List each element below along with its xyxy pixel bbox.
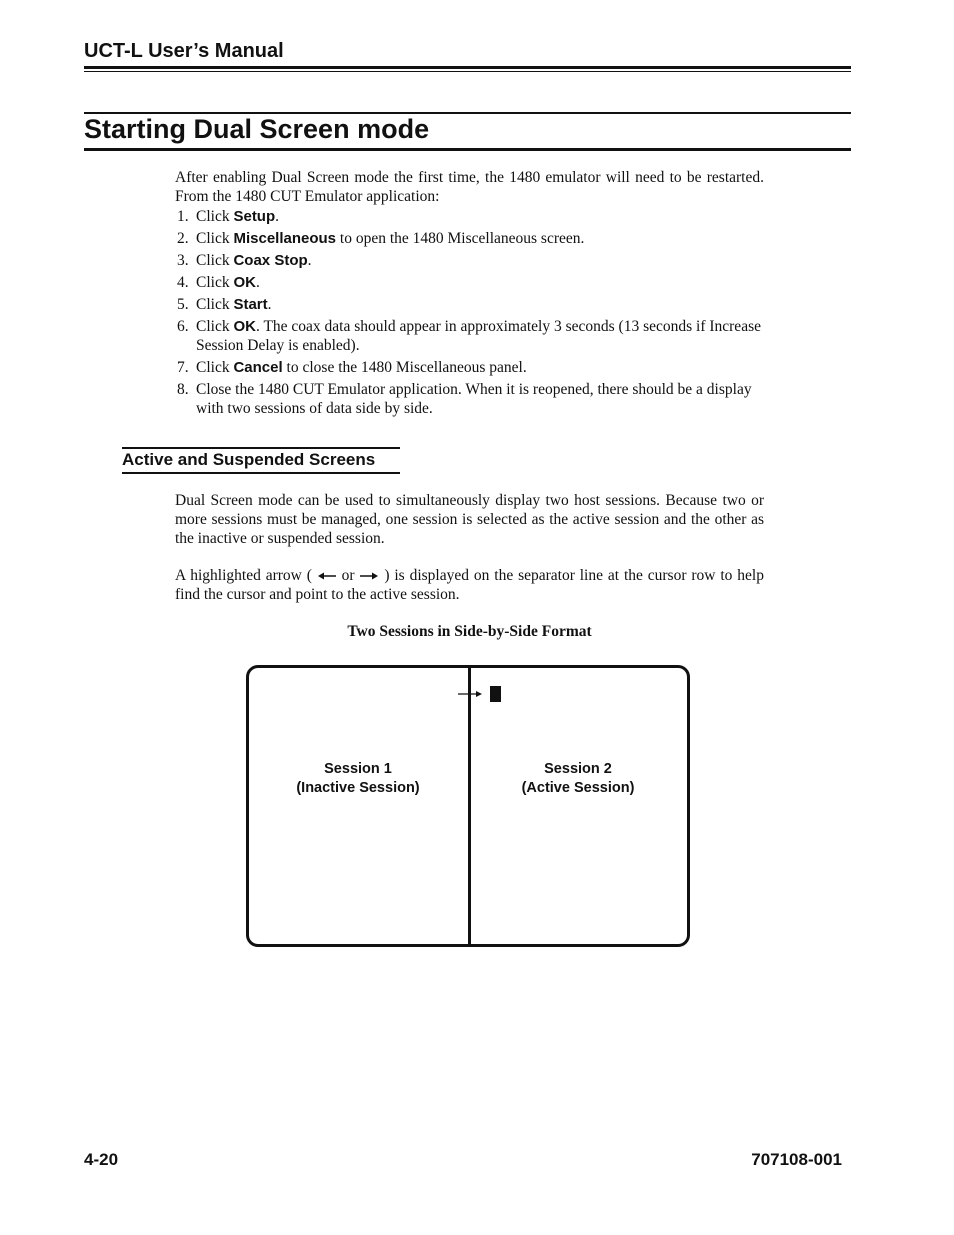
header-rule-bottom xyxy=(84,71,851,72)
figure-caption: Two Sessions in Side-by-Side Format xyxy=(347,623,592,640)
left-arrow-icon xyxy=(317,571,337,581)
cursor-block xyxy=(490,686,501,702)
step-item: 4. Click OK. xyxy=(177,274,260,291)
session-2-label: Session 2 (Active Session) xyxy=(521,761,635,796)
manual-title: UCT-L User’s Manual xyxy=(84,40,284,62)
subsection-rule-top xyxy=(122,447,400,449)
section-title: Starting Dual Screen mode xyxy=(84,114,430,144)
subsection-rule-bottom xyxy=(122,472,400,474)
header-rule-top xyxy=(84,66,851,69)
step-item: 8. Close the 1480 CUT Emulator application. When it is reopened, there should be a display with two sessions of data side by side. xyxy=(177,381,752,417)
cursor-row-arrow-icon xyxy=(457,688,483,700)
step-item: 5. Click Start. xyxy=(177,296,272,313)
step-item: 2. Click Miscellaneous to open the 1480 Miscellaneous screen. xyxy=(177,230,585,247)
intro-paragraph: After enabling Dual Screen mode the first time, the 1480 emulator will need to be restarted. From the 1480 CUT Emulator application: xyxy=(175,169,764,205)
step-item: 6. Click OK. The coax data should appear in approximately 3 seconds (13 seconds if Increase Session Delay is enabled). xyxy=(177,318,761,354)
section-rule-bottom xyxy=(84,148,851,151)
document-number: 707108-001 xyxy=(751,1150,842,1169)
step-item: 7. Click Cancel to close the 1480 Miscellaneous panel. xyxy=(177,359,527,376)
session-separator-line xyxy=(468,668,471,944)
page-number: 4-20 xyxy=(84,1150,119,1169)
subsection-title: Active and Suspended Screens xyxy=(122,450,376,469)
right-arrow-icon xyxy=(359,571,379,581)
steps-list xyxy=(175,207,764,421)
step-item: 3. Click Coax Stop. xyxy=(177,252,312,269)
dual-session-diagram xyxy=(246,665,690,947)
subsection-paragraph-1: Dual Screen mode can be used to simultaneously display two host sessions. Because two or more sessions must be managed, one session is selected as the active session and the other as the inactive or suspended session. xyxy=(175,492,764,547)
subsection-paragraph-2: A highlighted arrow ( or ) is displayed on the separator line at the cursor row to help find the cursor and point to the active session. xyxy=(175,567,764,603)
step-item: 1. Click Setup. xyxy=(177,208,280,225)
session-1-label: Session 1 (Inactive Session) xyxy=(296,761,420,796)
